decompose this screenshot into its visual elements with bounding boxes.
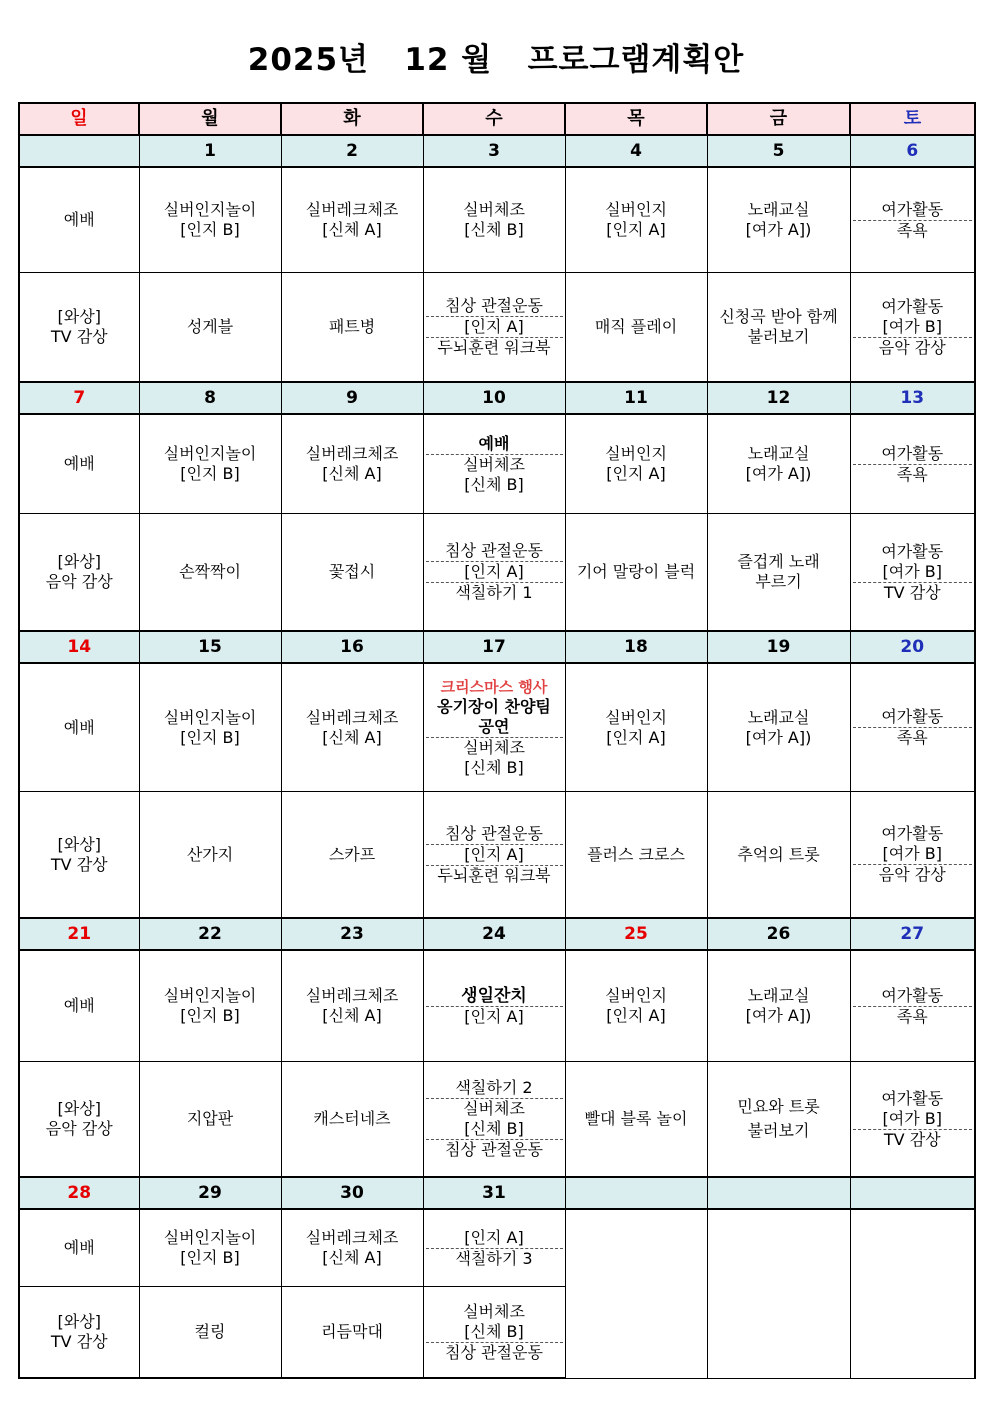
sat-pm-item: TV 감상: [853, 582, 973, 603]
sat-am-item: 여가활동: [881, 707, 944, 726]
thu-pm-cell: 빨대 블록 놀이: [565, 1062, 707, 1178]
mon-pm-cell: 산가지: [139, 792, 281, 919]
wed-pm-cell: [423, 514, 565, 632]
mon-am-cell: 실버인지놀이 [인지 B]: [139, 414, 281, 514]
wed-pm-item: [인지 A]: [426, 561, 563, 582]
date-cell: 26: [707, 918, 850, 950]
sat-am-cell: [850, 414, 975, 514]
fri-am-cell: 노래교실 [여가 A]): [707, 950, 850, 1062]
sun-am-cell: 예배: [19, 1209, 139, 1287]
wed-am-cell: [423, 414, 565, 514]
mon-am-cell: 실버인지놀이 [인지 B]: [139, 950, 281, 1062]
empty-cell: [707, 1209, 850, 1378]
sun-am-cell: 예배: [19, 663, 139, 792]
wed-pm-cell: [423, 1287, 565, 1379]
wed-am-item: 예배: [478, 433, 510, 453]
weekday-wed: 수: [423, 103, 565, 135]
sat-pm-item: 여가활동 [여가 B]: [881, 296, 944, 336]
wed-pm-cell: [423, 1062, 565, 1178]
week-1-am-row: [19, 167, 975, 273]
sun-am-cell: 예배: [19, 414, 139, 514]
date-cell: 14: [19, 631, 139, 663]
thu-am-cell: 실버인지 [인지 A]: [565, 167, 707, 273]
wed-am-item: [인지 A]: [464, 1227, 524, 1247]
sun-pm-cell: [와상] 음악 감상: [19, 1062, 139, 1178]
weekday-header-row: [19, 103, 975, 135]
date-cell: 6: [850, 135, 975, 167]
program-calendar: [18, 102, 976, 1379]
weekday-tue: 화: [281, 103, 423, 135]
tue-am-cell: 실버레크체조 [신체 A]: [281, 414, 423, 514]
wed-pm-item: 두뇌훈련 워크북: [426, 337, 563, 358]
sat-pm-item: 여가활동 [여가 B]: [881, 541, 944, 581]
wed-pm-item: 침상 관절운동: [426, 1342, 563, 1363]
sat-pm-item: 음악 감상: [853, 337, 973, 358]
tue-pm-cell: 스카프: [281, 792, 423, 919]
tue-am-cell: 실버레크체조 [신체 A]: [281, 167, 423, 273]
tue-pm-cell: 리듬막대: [281, 1287, 423, 1379]
page-title: 2025년 12 월 프로그램계획안: [247, 42, 745, 78]
date-cell: 23: [281, 918, 423, 950]
sat-am-item: 족욕: [853, 220, 973, 241]
date-cell: 21: [19, 918, 139, 950]
date-cell: 1: [139, 135, 281, 167]
sat-am-cell: [850, 663, 975, 792]
wed-pm-item: 침상 관절운동: [445, 296, 543, 315]
date-cell: 8: [139, 382, 281, 414]
empty-cell: [565, 1209, 707, 1378]
tue-am-cell: 실버레크체조 [신체 A]: [281, 950, 423, 1062]
mon-pm-cell: 손짝짝이: [139, 514, 281, 632]
fri-pm-cell: 신청곡 받아 함께 불러보기: [707, 273, 850, 383]
wed-pm-item: 침상 관절운동: [445, 541, 543, 560]
weekday-sun: 일: [19, 103, 139, 135]
week-3-am-row: [19, 663, 975, 792]
weekday-fri: 금: [707, 103, 850, 135]
date-cell: 7: [19, 382, 139, 414]
wed-pm-item: 실버체조 [신체 B]: [463, 1301, 525, 1341]
tue-am-cell: 실버레크체조 [신체 A]: [281, 663, 423, 792]
date-cell: 20: [850, 631, 975, 663]
date-cell-holiday: 25: [565, 918, 707, 950]
date-cell: 31: [423, 1177, 565, 1209]
date-cell: 22: [139, 918, 281, 950]
sat-am-item: 여가활동: [881, 199, 944, 219]
date-cell: [565, 1177, 707, 1209]
wed-pm-item: 두뇌훈련 워크북: [426, 865, 563, 886]
wed-am-item: 실버체조 [신체 B]: [426, 737, 563, 778]
date-cell: 12: [707, 382, 850, 414]
tue-am-cell: 실버레크체조 [신체 A]: [281, 1209, 423, 1287]
weekday-mon: 월: [139, 103, 281, 135]
thu-pm-cell: 기어 말랑이 블럭: [565, 514, 707, 632]
fri-am-cell: 노래교실 [여가 A]): [707, 167, 850, 273]
sun-am-cell: 예배: [19, 950, 139, 1062]
wed-pm-item: 색칠하기 1: [426, 582, 563, 603]
sat-am-item: 족욕: [853, 727, 973, 748]
mon-pm-cell: 성게블: [139, 273, 281, 383]
date-cell: 9: [281, 382, 423, 414]
date-cell: [707, 1177, 850, 1209]
date-cell: 2: [281, 135, 423, 167]
date-cell: 4: [565, 135, 707, 167]
wed-pm-cell: [423, 792, 565, 919]
wed-am-item: 생일잔치: [461, 985, 527, 1006]
week-4-dates: [19, 918, 975, 950]
sat-pm-item: 여가활동 [여가 B]: [881, 1088, 944, 1128]
thu-pm-cell: 플러스 크로스: [565, 792, 707, 919]
sun-pm-cell: [와상] TV 감상: [19, 1287, 139, 1379]
mon-am-cell: 실버인지놀이 [인지 B]: [139, 167, 281, 273]
sat-am-item: 족욕: [853, 1006, 973, 1027]
mon-am-cell: 실버인지놀이 [인지 B]: [139, 1209, 281, 1287]
wed-pm-item: 침상 관절운동: [445, 823, 543, 843]
weekday-sat: 토: [850, 103, 975, 135]
thu-pm-cell: 매직 플레이: [565, 273, 707, 383]
sun-pm-cell: [와상] 음악 감상: [19, 514, 139, 632]
date-cell: 29: [139, 1177, 281, 1209]
fri-pm-cell: 즐겁게 노래 부르기: [707, 514, 850, 632]
sun-pm-cell: [와상] TV 감상: [19, 792, 139, 919]
date-cell: 5: [707, 135, 850, 167]
week-4-pm-row: [19, 1062, 975, 1178]
wed-am-cell: [423, 1209, 565, 1287]
date-cell: 11: [565, 382, 707, 414]
wed-am-item: 색칠하기 3: [426, 1248, 563, 1269]
sat-pm-item: 음악 감상: [853, 864, 973, 885]
sat-am-cell: [850, 167, 975, 273]
date-cell: 27: [850, 918, 975, 950]
sat-pm-item: 여가활동 [여가 B]: [881, 824, 944, 863]
week-2-am-row: [19, 414, 975, 514]
wed-am-item: [인지 A]: [426, 1006, 563, 1027]
date-cell: 28: [19, 1177, 139, 1209]
week-2-dates: [19, 382, 975, 414]
wed-am-cell: [423, 950, 565, 1062]
fri-am-cell: 노래교실 [여가 A]): [707, 414, 850, 514]
date-cell: 16: [281, 631, 423, 663]
wed-pm-cell: [423, 273, 565, 383]
date-cell: 19: [707, 631, 850, 663]
date-cell: 15: [139, 631, 281, 663]
sat-pm-item: TV 감상: [853, 1129, 973, 1150]
thu-am-cell: 실버인지 [인지 A]: [565, 950, 707, 1062]
week-1-pm-row: [19, 273, 975, 383]
mon-am-cell: 실버인지놀이 [인지 B]: [139, 663, 281, 792]
wed-am-cell: [423, 663, 565, 792]
weekday-thu: 목: [565, 103, 707, 135]
tue-pm-cell: 캐스터네츠: [281, 1062, 423, 1178]
wed-am-cell: 실버체조 [신체 B]: [423, 167, 565, 273]
date-cell: 13: [850, 382, 975, 414]
sun-am-cell: 예배: [19, 167, 139, 273]
fri-pm-cell: 추억의 트롯: [707, 792, 850, 919]
sat-am-cell: [850, 950, 975, 1062]
date-cell: [19, 135, 139, 167]
week-3-pm-row: [19, 792, 975, 919]
sat-pm-cell: [850, 273, 975, 383]
christmas-event: [426, 677, 563, 737]
week-2-pm-row: [19, 514, 975, 632]
wed-pm-item: 실버체조 [신체 B]: [426, 1098, 563, 1139]
mon-pm-cell: 컬링: [139, 1287, 281, 1379]
wed-pm-item: 색칠하기 2: [455, 1078, 533, 1097]
fri-am-cell: 노래교실 [여가 A]): [707, 663, 850, 792]
week-5-dates: [19, 1177, 975, 1209]
date-cell: 18: [565, 631, 707, 663]
event-name: 옹기장이 찬양팀 공연: [437, 697, 551, 736]
fri-pm-cell: 민요와 트롯 불러보기: [707, 1062, 850, 1178]
tue-pm-cell: 꽃접시: [281, 514, 423, 632]
week-1-dates: [19, 135, 975, 167]
wed-pm-item: [인지 A]: [426, 844, 563, 865]
thu-am-cell: 실버인지 [인지 A]: [565, 663, 707, 792]
date-cell: 10: [423, 382, 565, 414]
date-cell: 30: [281, 1177, 423, 1209]
date-cell: [850, 1177, 975, 1209]
tue-pm-cell: 패트병: [281, 273, 423, 383]
thu-am-cell: 실버인지 [인지 A]: [565, 414, 707, 514]
sun-pm-cell: [와상] TV 감상: [19, 273, 139, 383]
sat-pm-cell: [850, 1062, 975, 1178]
sat-pm-cell: [850, 792, 975, 919]
empty-cell: [850, 1209, 975, 1378]
wed-pm-item: 침상 관절운동: [426, 1139, 563, 1160]
mon-pm-cell: 지압판: [139, 1062, 281, 1178]
week-5-am-row: [19, 1209, 975, 1287]
date-cell: 24: [423, 918, 565, 950]
sat-am-item: 여가활동: [881, 985, 944, 1005]
wed-pm-item: [인지 A]: [426, 316, 563, 337]
event-label: 크리스마스 행사: [440, 678, 548, 696]
sat-am-item: 족욕: [853, 464, 973, 485]
date-cell: 17: [423, 631, 565, 663]
sat-am-item: 여가활동: [881, 443, 944, 463]
week-4-am-row: [19, 950, 975, 1062]
date-cell: 3: [423, 135, 565, 167]
week-3-dates: [19, 631, 975, 663]
wed-am-item: 실버체조 [신체 B]: [426, 454, 563, 495]
sat-pm-cell: [850, 514, 975, 632]
